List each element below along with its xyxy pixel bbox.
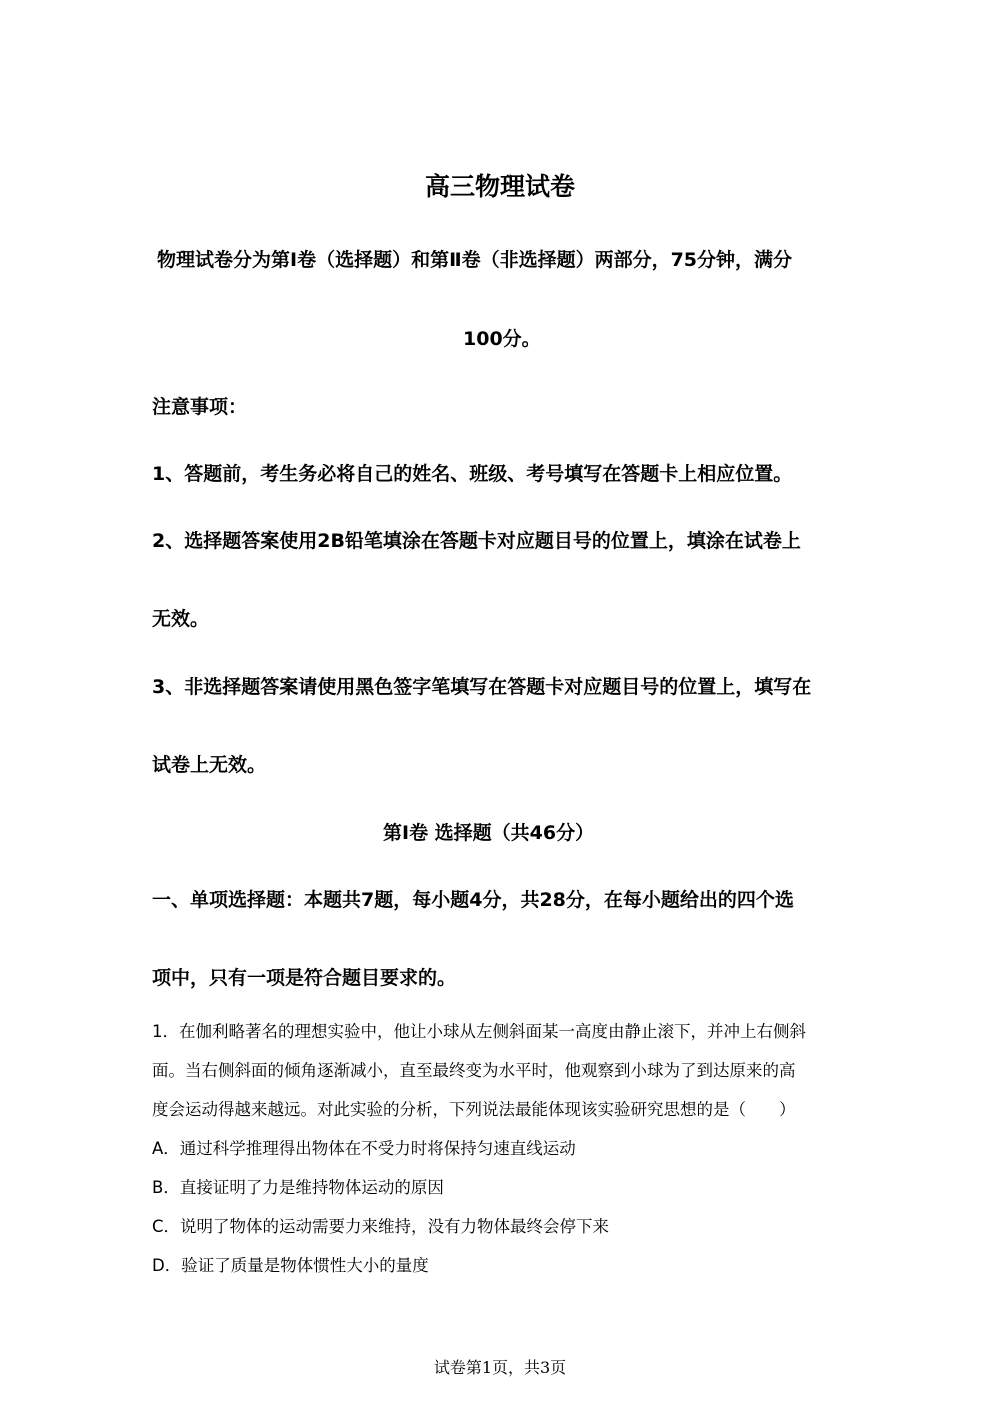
question-1-stem-line-3: 度会运动得越来越远。对此实验的分析，下列说法最能体现该实验研究思想的是（ ） [152, 1100, 796, 1119]
notice-item-3-line-2: 试卷上无效。 [152, 754, 267, 776]
question-1-stem-line-2: 面。当右侧斜面的倾角逐渐减小，直至最终变为水平时，他观察到小球为了到达原来的高 [152, 1061, 796, 1080]
page-footer: 试卷第1页，共3页 [433, 1358, 567, 1377]
question-1-option-d: D．验证了质量是物体惯性大小的量度 [152, 1256, 429, 1275]
question-1-option-c: C．说明了物体的运动需要力来维持，没有力物体最终会停下来 [152, 1217, 610, 1236]
notice-item-1: 1、答题前，考生务必将自己的姓名、班级、考号填写在答题卡上相应位置。 [152, 463, 793, 485]
notice-item-2-line-2: 无效。 [152, 608, 210, 630]
question-1-option-a: A．通过科学推理得出物体在不受力时将保持匀速直线运动 [152, 1139, 576, 1158]
part-instructions-line-2: 项中，只有一项是符合题目要求的。 [152, 967, 457, 989]
exam-intro-line-2: 100分。 [463, 328, 541, 350]
notice-heading: 注意事项： [152, 396, 248, 418]
notice-item-2-line-1: 2、选择题答案使用2B铅笔填涂在答题卡对应题目号的位置上，填涂在试卷上 [152, 530, 801, 552]
notice-item-3-line-1: 3、非选择题答案请使用黑色签字笔填写在答题卡对应题目号的位置上，填写在 [152, 676, 812, 698]
section-heading: 第Ⅰ卷 选择题（共46分） [383, 822, 595, 844]
exam-intro-line-1: 物理试卷分为第Ⅰ卷（选择题）和第Ⅱ卷（非选择题）两部分，75分钟，满分 [157, 249, 793, 271]
exam-title: 高三物理试卷 [424, 172, 575, 201]
question-1-stem-line-1: 1．在伽利略著名的理想实验中，他让小球从左侧斜面某一高度由静止滚下，并冲上右侧斜 [152, 1022, 806, 1041]
question-1-option-b: B．直接证明了力是维持物体运动的原因 [152, 1178, 444, 1197]
part-instructions-line-1: 一、单项选择题：本题共7题，每小题4分，共28分，在每小题给出的四个选 [152, 889, 794, 911]
